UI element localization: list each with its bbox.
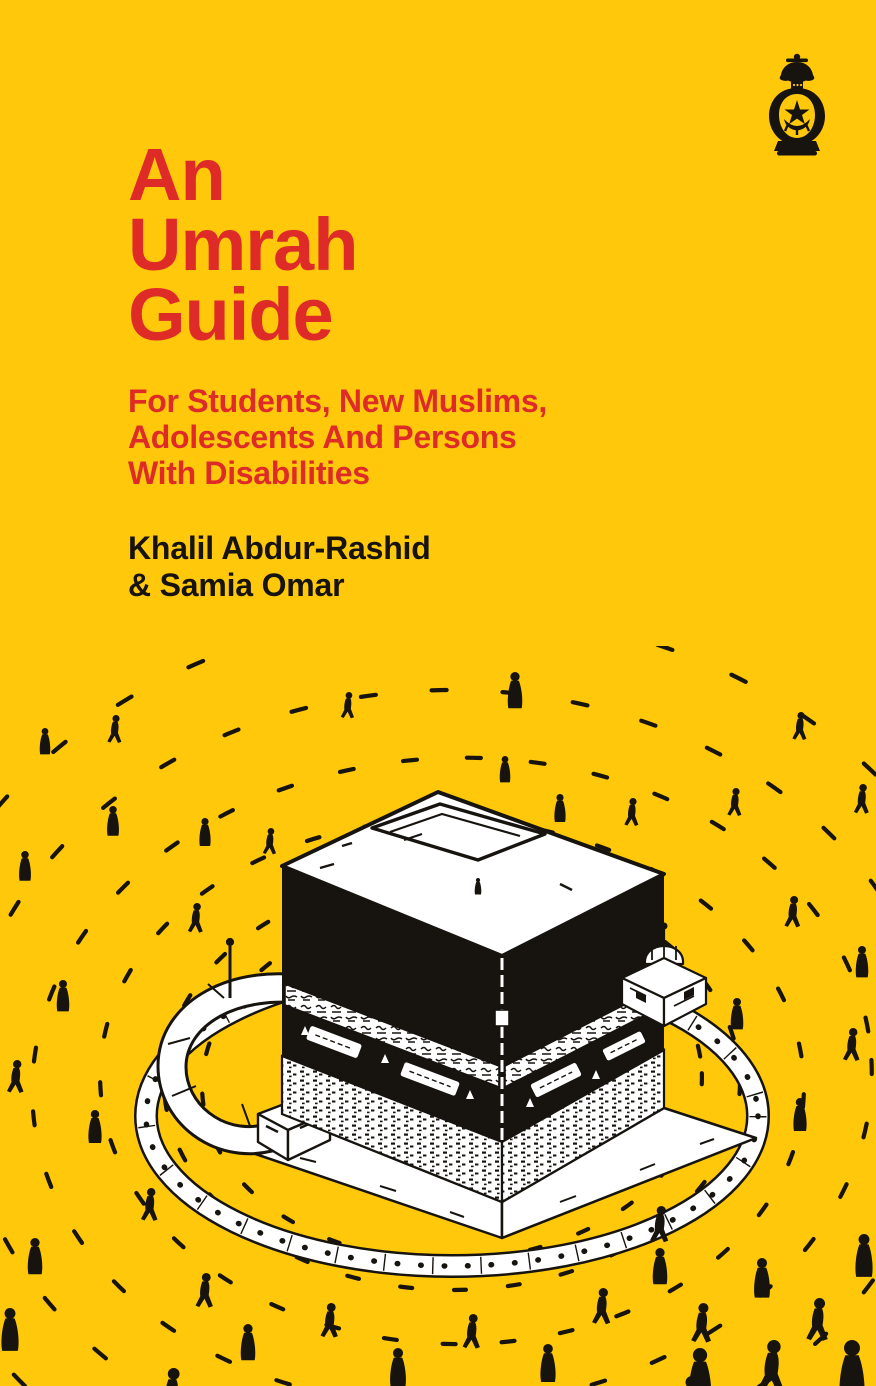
book-subtitle-line-2: Adolescents And Persons (128, 419, 517, 455)
hajar-al-aswad-corner (495, 1010, 509, 1026)
book-subtitle-line-1: For Students, New Muslims, (128, 383, 547, 419)
book-subtitle (128, 383, 547, 491)
book-title-line-2: Umrah (128, 203, 358, 286)
book-author-line-2: & Samia Omar (128, 567, 345, 603)
kaaba-tawaf-illustration (0, 646, 876, 1386)
book-authors (128, 530, 431, 604)
lantern-icon (764, 52, 830, 158)
book-subtitle-line-3: With Disabilities (128, 455, 370, 491)
book-title-line-1: An (128, 133, 225, 216)
book-title-line-3: Guide (128, 273, 333, 356)
book-title (128, 133, 358, 356)
book-author-line-1: Khalil Abdur-Rashid (128, 530, 431, 566)
